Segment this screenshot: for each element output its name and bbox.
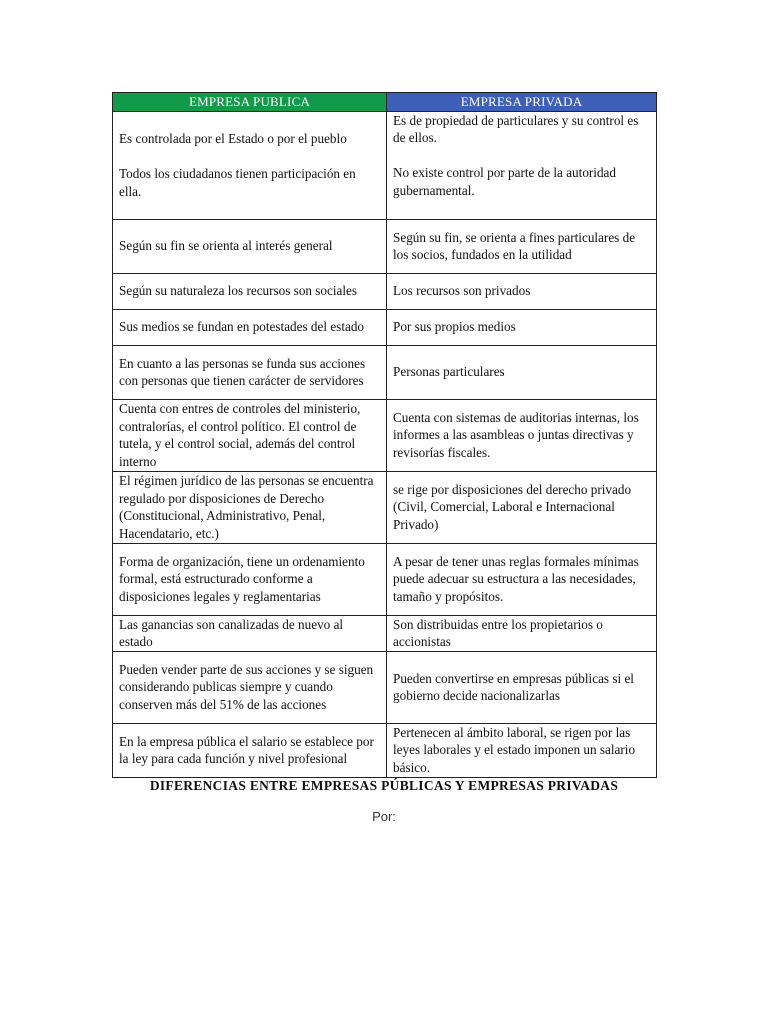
table-row bbox=[113, 111, 657, 219]
cell-privada: Por sus propios medios bbox=[387, 309, 657, 345]
cell-text: Todos los ciudadanos tienen participación en ella. bbox=[119, 166, 356, 199]
cell-text: Es de propiedad de particulares y su control es de ellos. bbox=[393, 112, 639, 146]
cell-privada: Pueden convertirse en empresas públicas si el gobierno decide nacionalizarlas bbox=[387, 651, 657, 723]
table-row bbox=[113, 219, 657, 273]
table-row bbox=[113, 345, 657, 399]
cell-privada: Son distribuidas entre los propietarios o accionistas bbox=[387, 615, 657, 651]
cell-text: No existe control por parte de la autoridad gubernamental. bbox=[393, 165, 617, 198]
table-row bbox=[113, 273, 657, 309]
cell-publica: Según su naturaleza los recursos son sociales bbox=[113, 273, 387, 309]
cell-privada: A pesar de tener unas reglas formales mínimas puede adecuar su estructura a las necesidades, tamaño y propósitos. bbox=[387, 543, 657, 615]
cell-publica bbox=[113, 111, 387, 219]
cell-privada: Pertenecen al ámbito laboral, se rigen por las leyes laborales y el estado imponen un salario básico. bbox=[387, 723, 657, 777]
cell-privada: Personas particulares bbox=[387, 345, 657, 399]
comparison-table bbox=[112, 92, 657, 778]
header-empresa-privada: EMPRESA PRIVADA bbox=[387, 93, 657, 112]
table-row bbox=[113, 309, 657, 345]
table-row bbox=[113, 543, 657, 615]
document-title: DIFERENCIAS ENTRE EMPRESAS PÚBLICAS Y EMPRESAS PRIVADAS bbox=[149, 778, 619, 793]
cell-publica: Las ganancias son canalizadas de nuevo al estado bbox=[113, 615, 387, 651]
cell-publica: Forma de organización, tiene un ordenamiento formal, está estructurado conforme a disposiciones legales y reglamentarias bbox=[113, 543, 387, 615]
cell-publica: Cuenta con entres de controles del ministerio, contralorías, el control político. El control de tutela, y el control social, además del control interno bbox=[113, 399, 387, 471]
cell-text: Es controlada por el Estado o por el pueblo bbox=[119, 130, 347, 146]
cell-publica: En la empresa pública el salario se establece por la ley para cada función y nivel profesional bbox=[113, 723, 387, 777]
cell-privada: se rige por disposiciones del derecho privado (Civil, Comercial, Laboral e Internacional Privado) bbox=[387, 471, 657, 543]
header-row bbox=[113, 93, 657, 112]
table-row bbox=[113, 471, 657, 543]
cell-privada bbox=[387, 111, 657, 219]
cell-privada: Según su fin, se orienta a fines particulares de los socios, fundados en la utilidad bbox=[387, 219, 657, 273]
cell-privada: Los recursos son privados bbox=[387, 273, 657, 309]
header-empresa-publica: EMPRESA PUBLICA bbox=[113, 93, 387, 112]
author-label: Por: bbox=[372, 809, 396, 824]
cell-publica: Pueden vender parte de sus acciones y se siguen considerando publicas siempre y cuando conserven más del 51% de las acciones bbox=[113, 651, 387, 723]
cell-publica: El régimen jurídico de las personas se encuentra regulado por disposiciones de Derecho (Constitucional, Administrativo, Penal, Hacendatario, etc.) bbox=[113, 471, 387, 543]
cell-publica: En cuanto a las personas se funda sus acciones con personas que tienen carácter de servidores bbox=[113, 345, 387, 399]
table-row bbox=[113, 399, 657, 471]
cell-publica: Sus medios se fundan en potestades del estado bbox=[113, 309, 387, 345]
table-row bbox=[113, 723, 657, 777]
cell-publica: Según su fin se orienta al interés general bbox=[113, 219, 387, 273]
table-row bbox=[113, 615, 657, 651]
cell-privada: Cuenta con sistemas de auditorias internas, los informes a las asambleas o juntas directivas y revisorías fiscales. bbox=[387, 399, 657, 471]
table-row bbox=[113, 651, 657, 723]
